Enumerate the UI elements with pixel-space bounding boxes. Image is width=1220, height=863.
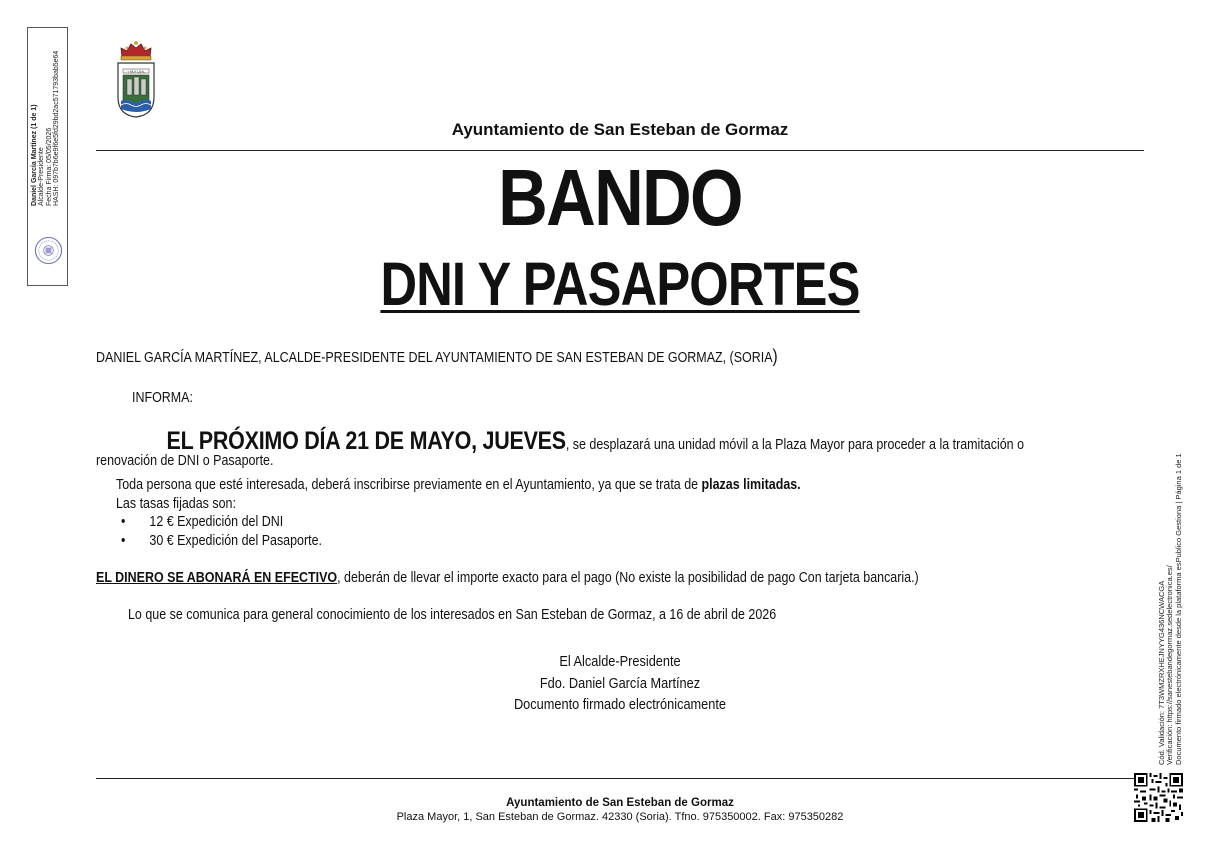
signature-date: Fecha Firma: 05/05/2026	[45, 127, 53, 206]
payment-text: , deberán de llevar el importe exacto para el pago (No existe la posibilidad de pago Con tarjeta bancaria.)	[337, 570, 919, 586]
platform-note: Documento firmado electrónicamente desde la plataforma esPublico Gestiona | Página 1 de 1	[1173, 453, 1183, 765]
announcement-paragraph	[96, 426, 1143, 471]
qr-code-icon	[1134, 773, 1183, 822]
fees-heading: Las tasas fijadas son:	[116, 496, 236, 512]
announcement-date: EL PRÓXIMO DÍA 21 DE MAYO, JUEVES	[166, 427, 566, 455]
alcalde-close: )	[772, 346, 778, 366]
signature-hash: HASH: 097b7b6e9f6e5fd29bd2ac571793bab5e64	[53, 50, 61, 206]
fee-passport: 30 € Expedición del Pasaporte.	[149, 533, 323, 549]
signature-block	[96, 652, 1144, 717]
svg-text:Y MUY LEAL: Y MUY LEAL	[127, 69, 145, 74]
signature-box	[27, 27, 68, 286]
footer-name: Ayuntamiento de San Esteban de Gormaz	[506, 797, 734, 809]
signer-fdo: Fdo. Daniel García Martínez	[539, 675, 701, 692]
announcement-text: , se desplazará una unidad móvil a la Plaza Mayor para proceder a la tramitación o	[565, 437, 1025, 453]
signer-title: El Alcalde-Presidente	[559, 654, 681, 670]
fee-dni: 12 € Expedición del DNI	[149, 514, 284, 530]
registration-line	[116, 476, 801, 495]
announcement-text-2: renovación de DNI o Pasaporte.	[96, 453, 274, 469]
validation-code: Cód. Validación: 7T3WMZRXHEJNYYG436NCWACGA	[1157, 580, 1166, 765]
bando-subtitle	[185, 250, 1055, 318]
municipal-crest-icon	[113, 39, 159, 119]
informa-label: INFORMA:	[132, 390, 193, 406]
signature-seal-icon	[34, 236, 63, 265]
bando-title: BANDO	[498, 153, 742, 242]
signer-name: Daniel García Martínez (1 de 1)	[31, 104, 38, 206]
bullet-icon: •	[121, 533, 126, 549]
bando-subtitle-text: DNI Y PASAPORTES	[380, 250, 860, 318]
signer-role: Alcalde-Presidente	[38, 147, 46, 206]
header-divider	[96, 150, 1144, 151]
footer-divider	[96, 778, 1144, 779]
alcalde-line	[96, 347, 778, 368]
electronic-signature-note: Documento firmado electrónicamente	[513, 697, 727, 713]
verification-text	[1158, 395, 1183, 765]
alcalde-text: DANIEL GARCÍA MARTÍNEZ, ALCALDE-PRESIDENTE DEL AYUNTAMIENTO DE SAN ESTEBAN DE GORMAZ, (SORIA	[96, 350, 773, 366]
footer-address: Plaza Mayor, 1, San Esteban de Gormaz. 42330 (Soria). Tfno. 975350002. Fax: 975350282	[396, 811, 844, 823]
bullet-icon: •	[121, 514, 126, 530]
header-title: Ayuntamiento de San Esteban de Gormaz	[451, 120, 789, 139]
cash-notice: EL DINERO SE ABONARÁ EN EFECTIVO	[96, 570, 338, 586]
verification-url: Verificación: https://sanestebandegormaz.sedelectronica.es/	[1165, 565, 1175, 765]
signature-details	[31, 31, 61, 206]
payment-line	[96, 569, 919, 588]
limited-places: plazas limitadas.	[701, 477, 801, 493]
registration-text: Toda persona que esté interesada, deberá inscribirse previamente en el Ayuntamiento, ya que se trata de	[116, 477, 702, 493]
footer	[96, 796, 1144, 824]
closing-statement: Lo que se comunica para general conocimiento de los interesados en San Esteban de Gormaz, a 16 de abril de 2026	[128, 607, 777, 623]
